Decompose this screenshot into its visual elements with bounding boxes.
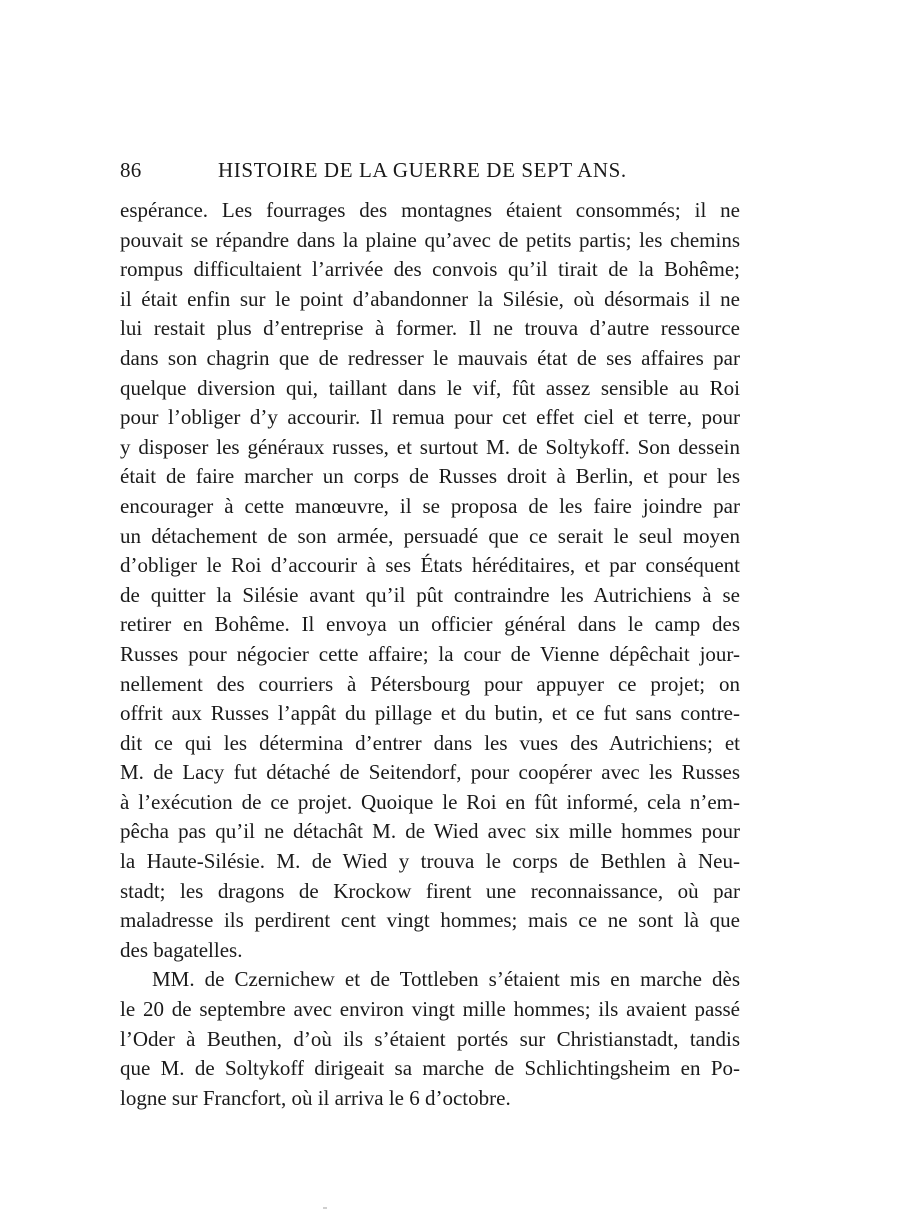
text-line: offrit aux Russes l’appât du pillage et du butin, et ce fut sans contre-	[120, 701, 740, 726]
text-line: dit ce qui les détermina d’entrer dans les vues des Autrichiens; et	[120, 730, 740, 755]
text-line: était de faire marcher un corps de Russes droit à Berlin, et pour les	[120, 464, 740, 489]
text-line: logne sur Francfort, où il arriva le 6 d’octobre.	[120, 1085, 511, 1110]
text-line: des bagatelles.	[120, 937, 243, 962]
body-text	[120, 196, 740, 1113]
text-line: nellement des courriers à Pétersbourg pour appuyer ce projet; on	[120, 671, 740, 696]
running-title: HISTOIRE DE LA GUERRE DE SEPT ANS.	[218, 158, 627, 182]
text-line: la Haute-Silésie. M. de Wied y trouva le corps de Bethlen à Neu-	[120, 849, 740, 874]
text-line: il était enfin sur le point d’abandonner la Silésie, où désormais il ne	[120, 286, 740, 311]
print-speck	[323, 1207, 327, 1209]
text-line: de quitter la Silésie avant qu’il pût contraindre les Autrichiens à se	[120, 582, 740, 607]
text-line: pour l’obliger d’y accourir. Il remua pour cet effet ciel et terre, pour	[120, 405, 740, 430]
text-line: M. de Lacy fut détaché de Seitendorf, pour coopérer avec les Russes	[120, 760, 740, 785]
text-line: espérance. Les fourrages des montagnes étaient consommés; il ne	[120, 198, 740, 222]
text-line: dans son chagrin que de redresser le mauvais état de ses affaires par	[120, 345, 740, 370]
text-line: MM. de Czernichew et de Tottleben s’étaient mis en marche dès	[152, 967, 740, 992]
text-line: encourager à cette manœuvre, il se proposa de les faire joindre par	[120, 493, 740, 518]
text-line: rompus difficultaient l’arrivée des convois qu’il tirait de la Bohême;	[120, 257, 740, 282]
running-head	[120, 158, 740, 192]
text-line: que M. de Soltykoff dirigeait sa marche de Schlichtingsheim en Po-	[120, 1056, 740, 1081]
text-line: pêcha pas qu’il ne détachât M. de Wied avec six mille hommes pour	[120, 819, 740, 844]
text-line: stadt; les dragons de Krockow firent une reconnaissance, où par	[120, 878, 740, 903]
text-line: y disposer les généraux russes, et surtout M. de Soltykoff. Son dessein	[120, 434, 740, 459]
text-line: l’Oder à Beuthen, d’où ils s’étaient portés sur Christianstadt, tandis	[120, 1026, 740, 1051]
text-line: quelque diversion qui, taillant dans le vif, fût assez sensible au Roi	[120, 375, 740, 400]
text-line: d’obliger le Roi d’accourir à ses États héréditaires, et par conséquent	[120, 553, 740, 578]
text-line: retirer en Bohême. Il envoya un officier général dans le camp des	[120, 612, 740, 637]
text-line: Russes pour négocier cette affaire; la cour de Vienne dépêchait jour-	[120, 641, 740, 666]
text-line: lui restait plus d’entreprise à former. Il ne trouva d’autre ressource	[120, 316, 740, 341]
paragraph-1	[120, 196, 740, 965]
text-line: à l’exécution de ce projet. Quoique le Roi en fût informé, cela n’em-	[120, 789, 740, 814]
text-line: le 20 de septembre avec environ vingt mille hommes; ils avaient passé	[120, 997, 740, 1022]
text-line: un détachement de son armée, persuadé que ce serait le seul moyen	[120, 523, 740, 548]
page-number: 86	[120, 158, 142, 182]
text-line: maladresse ils perdirent cent vingt hommes; mais ce ne sont là que	[120, 908, 740, 933]
text-line: pouvait se répandre dans la plaine qu’avec de petits partis; les chemins	[120, 227, 740, 252]
paragraph-2	[120, 965, 740, 1113]
